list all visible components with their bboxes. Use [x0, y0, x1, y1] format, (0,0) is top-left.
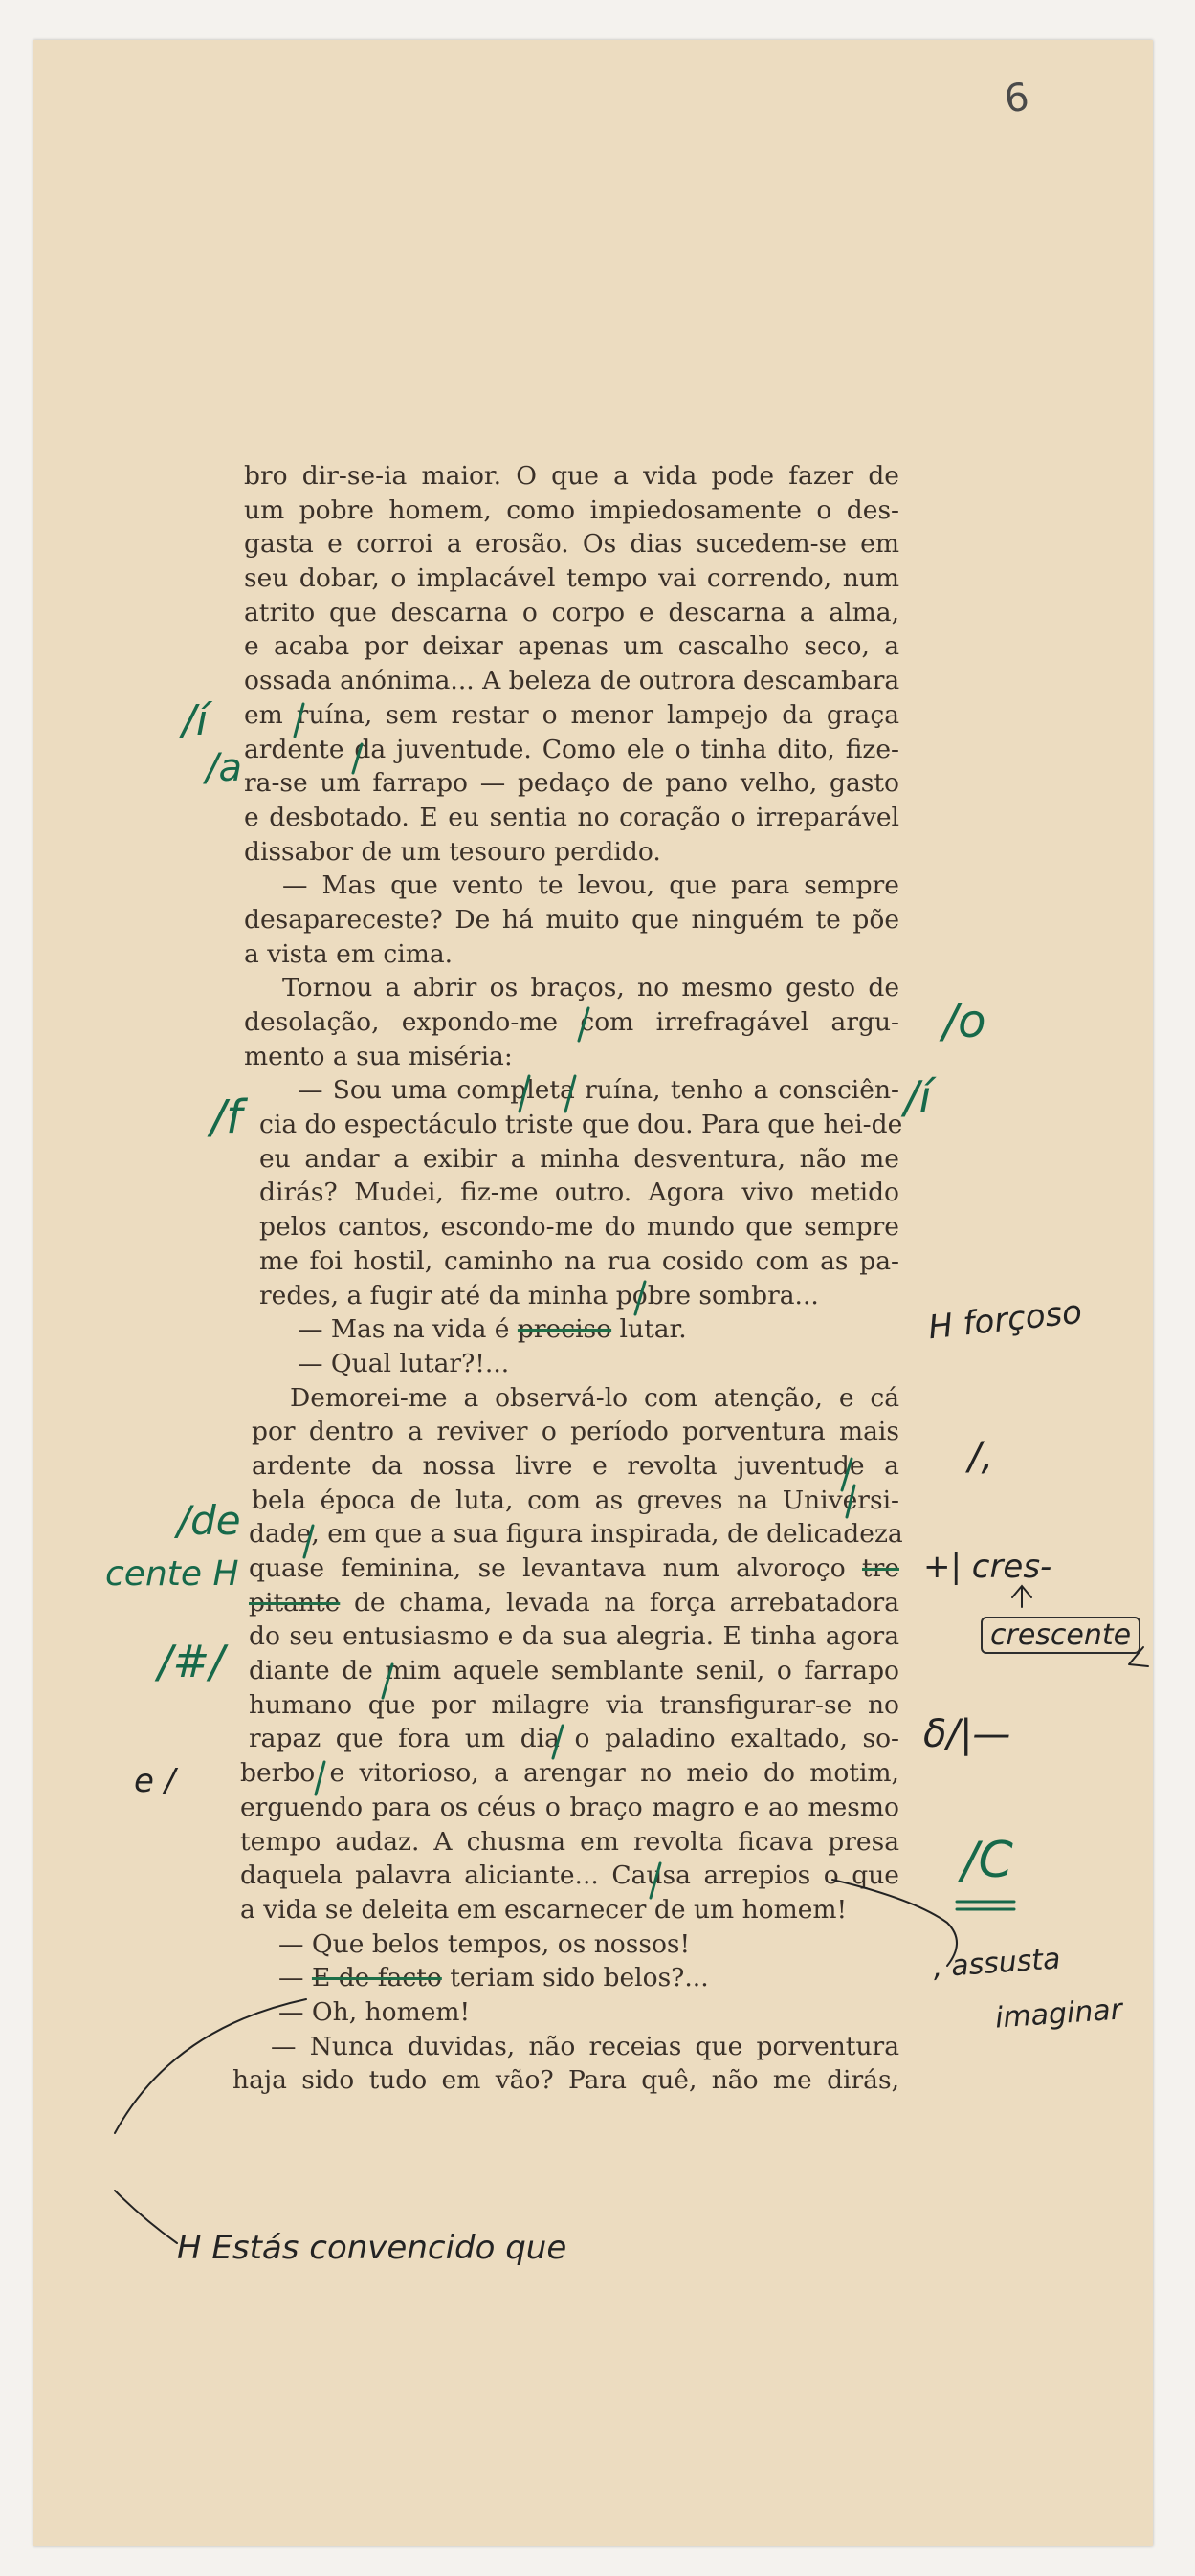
text-line: tempo audaz. A chusma em revolta ficava presa [240, 1826, 899, 1857]
text-line: humano que por milagre via transfigurar-se no [249, 1689, 899, 1720]
text-line: por dentro a reviver o período porventura mais [252, 1417, 899, 1447]
text-line: em ruína, sem restar o menor lampejo da graça [244, 699, 899, 730]
text-line: desapareceste? De há muito que ninguém te põe [244, 904, 899, 935]
insertion-mark [353, 744, 362, 773]
text-line: do seu entusiasmo e da sua alegria. E tinha agora [249, 1621, 899, 1652]
text-line: erguendo para os céus o braço magro e ao mesmo [240, 1792, 899, 1822]
text-line: rapaz que fora um dia o paladino exaltado, so- [249, 1724, 899, 1754]
connector-line [115, 2191, 177, 2243]
text-line: eu andar a exibir a minha desventura, não me [259, 1143, 899, 1174]
margin-note: /C [962, 1832, 1013, 1889]
text-line: a vista em cima. [244, 938, 454, 969]
text-line: dissabor de um tesouro perdido. [244, 836, 661, 867]
text-line: — Que belos tempos, os nossos! [278, 1928, 691, 1959]
text-line: — Oh, homem! [278, 1996, 471, 2027]
text-line: e desbotado. E eu sentia no coração o irreparável [244, 802, 899, 832]
insertion-mark [651, 1863, 660, 1898]
insertion-mark [579, 1008, 588, 1041]
text-line: Demorei-me a observá-lo com atenção, e cá [290, 1382, 899, 1413]
text-line: — Sou uma completa ruína, tenho a consciên- [298, 1075, 899, 1106]
margin-note: /í [182, 696, 209, 745]
insertion-mark [383, 1664, 392, 1698]
text-line: — Mas na vida é preciso lutar. [298, 1314, 687, 1345]
margin-note: /í [904, 1071, 932, 1123]
insertion-mark [304, 1526, 313, 1557]
text-line: redes, a fugir até da minha pobre sombra... [259, 1280, 819, 1310]
margin-note: imaginar [993, 1993, 1124, 2036]
margin-note: +| cres- [923, 1548, 1052, 1586]
text-line: mento a sua miséria: [244, 1041, 513, 1071]
margin-note: /f [210, 1090, 243, 1144]
text-line: ardente da nossa livre e revolta juventude a [252, 1450, 899, 1481]
margin-note: /, [968, 1435, 994, 1479]
text-line: seu dobar, o implacável tempo vai correndo, num [244, 563, 899, 594]
text-line: — Qual lutar?!... [298, 1348, 510, 1378]
text-line: pelos cantos, escondo-me do mundo que sempre [259, 1212, 899, 1243]
text-line: e acaba por deixar apenas um cascalho seco, a [244, 631, 899, 662]
margin-note: δ/|— [923, 1712, 1011, 1756]
text-line: ardente da juventude. Como ele o tinha dito, fize- [244, 734, 899, 764]
insertion-mark [295, 704, 303, 737]
text-line: um pobre homem, como impiedosamente o des- [244, 495, 899, 525]
text-line: daquela palavra aliciante... Causa arrepios o que [240, 1860, 899, 1891]
margin-note: /a [206, 746, 242, 790]
insertion-mark [520, 1076, 529, 1112]
margin-note-boxed: crescente [981, 1617, 1140, 1654]
text-line: — Mas que vento te levou, que para sempre [282, 870, 899, 901]
text-line: dirás? Mudei, fiz-me outro. Agora vivo metido [259, 1178, 899, 1208]
text-line: bela época de luta, com as greves na Universi- [252, 1485, 899, 1515]
text-line: desolação, expondo-me com irrefragável argu- [244, 1007, 899, 1037]
text-line: haja sido tudo em vão? Para quê, não me dirás, [232, 2065, 899, 2096]
text-line: dade, em que a sua figura inspirada, de delicadeza [249, 1519, 903, 1550]
margin-note: H forçoso [926, 1292, 1084, 1348]
text-line: pitante de chama, levada na força arrebatadora [249, 1587, 899, 1618]
margin-note: /#/ [158, 1636, 225, 1687]
text-line: me foi hostil, caminho na rua cosido com as pa- [259, 1245, 899, 1276]
text-line: berbo e vitorioso, a arengar no meio do motim, [240, 1758, 899, 1789]
connector-line [115, 1999, 306, 2133]
arrow-mark [1129, 1647, 1148, 1666]
insertion-mark [316, 1762, 324, 1794]
text-line: quase feminina, se levantava num alvoroço tre [249, 1553, 899, 1583]
text-line: — E de facto teriam sido belos?... [278, 1963, 709, 1993]
connector-line [832, 1880, 957, 1966]
struck-phrase: E de facto [311, 1963, 442, 1993]
margin-note: cente H [105, 1554, 239, 1594]
struck-word: tre [862, 1553, 899, 1583]
margin-note: H Estás convencido que [177, 2229, 567, 2267]
text-line: Tornou a abrir os braços, no mesmo gesto de [282, 973, 899, 1003]
text-line: ossada anónima... A beleza de outrora descambara [244, 666, 900, 696]
insertion-mark [565, 1076, 575, 1112]
text-line: ra-se um farrapo — pedaço de pano velho, gasto [244, 768, 899, 799]
margin-note: , assusta [931, 1942, 1062, 1985]
struck-word: preciso [517, 1314, 612, 1345]
margin-note: e / [134, 1762, 176, 1800]
margin-note: /de [177, 1497, 241, 1544]
text-line: bro dir-se-ia maior. O que a vida pode fazer de [244, 461, 899, 491]
insertion-mark [847, 1486, 854, 1517]
text-line: — Nunca duvidas, não receias que porventura [271, 2031, 899, 2061]
struck-word: pitante [249, 1587, 341, 1618]
text-line: gasta e corroi a erosão. Os dias sucedem-se em [244, 529, 899, 560]
insertion-mark [635, 1282, 645, 1314]
insertion-mark [842, 1459, 852, 1490]
page-number: 6 [1001, 75, 1032, 122]
text-line: diante de mim aquele semblante senil, o farrapo [249, 1656, 899, 1686]
margin-note: /o [942, 995, 986, 1048]
text-line: cia do espectáculo triste que dou. Para que hei-de [259, 1110, 903, 1140]
text-line: a vida se deleita em escarnecer de um homem! [240, 1894, 848, 1925]
insertion-mark [553, 1726, 563, 1758]
text-line: atrito que descarna o corpo e descarna a alma, [244, 597, 899, 627]
